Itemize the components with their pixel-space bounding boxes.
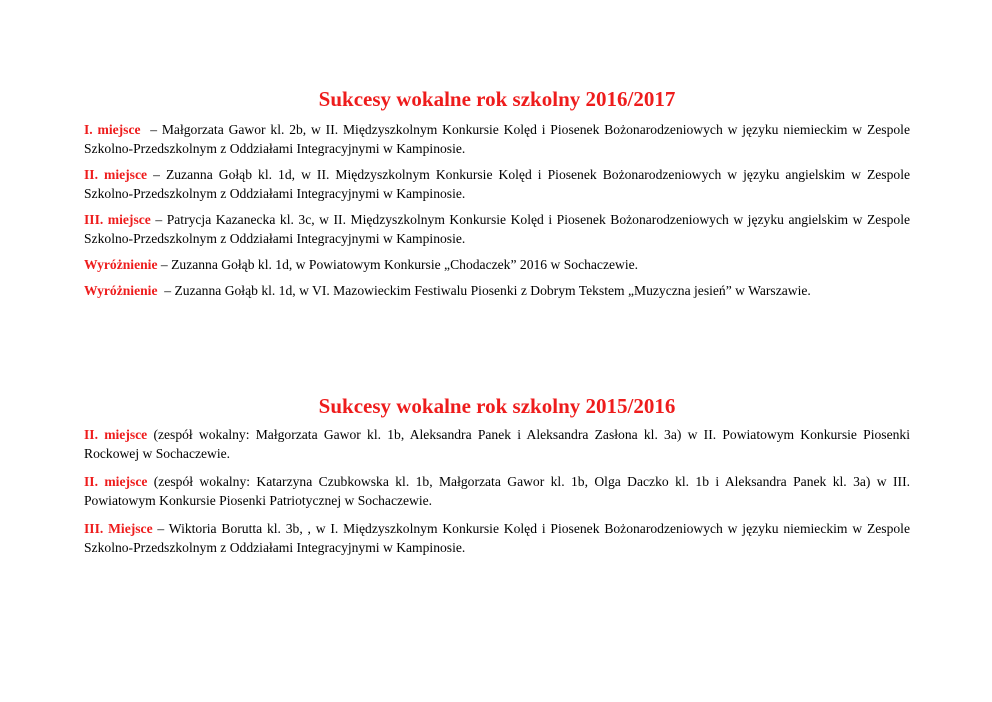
award-entry bbox=[84, 519, 910, 557]
award-label: I. miejsce bbox=[84, 122, 141, 137]
award-text: (zespół wokalny: Katarzyna Czubkowska kl. 1b, Małgorzata Gawor kl. 1b, Olga Daczko kl. 1b i Aleksandra Panek kl. 3a) w III. Powiatowym Konkursie Piosenki Patriotycznej w Sochaczewie. bbox=[84, 474, 910, 508]
award-text: Zuzanna Gołąb kl. 1d, w VI. Mazowieckim Festiwalu Piosenki z Dobrym Tekstem „Muzyczna jesień” w Warszawie. bbox=[174, 283, 811, 298]
section-2015-2016 bbox=[84, 393, 910, 566]
section-heading: Sukcesy wokalne rok szkolny 2016/2017 bbox=[318, 87, 676, 111]
award-label: Wyróżnienie bbox=[84, 283, 158, 298]
award-label: II. miejsce bbox=[84, 427, 148, 442]
award-separator: – bbox=[150, 212, 167, 227]
award-text: (zespół wokalny: Małgorzata Gawor kl. 1b, Aleksandra Panek i Aleksandra Zasłona kl. 3a) w II. Powiatowym Konkursie Piosenki Rockowej w Sochaczewie. bbox=[84, 427, 910, 461]
award-text: Wiktoria Borutta kl. 3b, , w I. Międzyszkolnym Konkursie Kolęd i Piosenek Bożonarodzeniowych w języku niemieckim w Zespole Szkolno-Przedszkolnym z Oddziałami Integracyjnymi w Kampinosie. bbox=[84, 521, 910, 555]
award-entry bbox=[84, 425, 910, 463]
award-entry bbox=[84, 255, 910, 274]
award-separator: – bbox=[157, 283, 175, 298]
award-separator: – bbox=[152, 521, 169, 536]
award-entry bbox=[84, 165, 910, 203]
award-separator: – bbox=[157, 257, 172, 272]
award-label: III. miejsce bbox=[84, 212, 151, 227]
award-label: Wyróżnienie bbox=[84, 257, 158, 272]
award-separator: – bbox=[147, 167, 166, 182]
award-label: II. miejsce bbox=[84, 474, 148, 489]
award-text: Zuzanna Gołąb kl. 1d, w Powiatowym Konkursie „Chodaczek” 2016 w Sochaczewie. bbox=[171, 257, 639, 272]
award-text: Patrycja Kazanecka kl. 3c, w II. Międzyszkolnym Konkursie Kolęd i Piosenek Bożonarodzeniowych w języku angielskim w Zespole Szkolno-Przedszkolnym z Oddziałami Integracyjnymi w Kampinosie. bbox=[84, 212, 911, 246]
award-entry bbox=[84, 210, 910, 248]
award-entry bbox=[84, 120, 910, 158]
award-label: III. Miejsce bbox=[84, 521, 153, 536]
section-2016-2017 bbox=[84, 86, 910, 307]
award-separator: – bbox=[140, 122, 162, 137]
award-text: Małgorzata Gawor kl. 2b, w II. Międzyszkolnym Konkursie Kolęd i Piosenek Bożonarodzeniowych w języku niemieckim w Zespole Szkolno-Przedszkolnym z Oddziałami Integracyjnymi w Kampinosie. bbox=[84, 122, 910, 156]
section-heading: Sukcesy wokalne rok szkolny 2015/2016 bbox=[318, 394, 676, 418]
award-label: II. miejsce bbox=[84, 167, 148, 182]
award-entry bbox=[84, 472, 910, 510]
award-entry bbox=[84, 281, 884, 300]
award-text: Zuzanna Gołąb kl. 1d, w II. Międzyszkolnym Konkursie Kolęd i Piosenek Bożonarodzeniowych w języku angielskim w Zespole Szkolno-Przedszkolnym z Oddziałami Integracyjnymi w Kampinosie. bbox=[84, 167, 911, 201]
